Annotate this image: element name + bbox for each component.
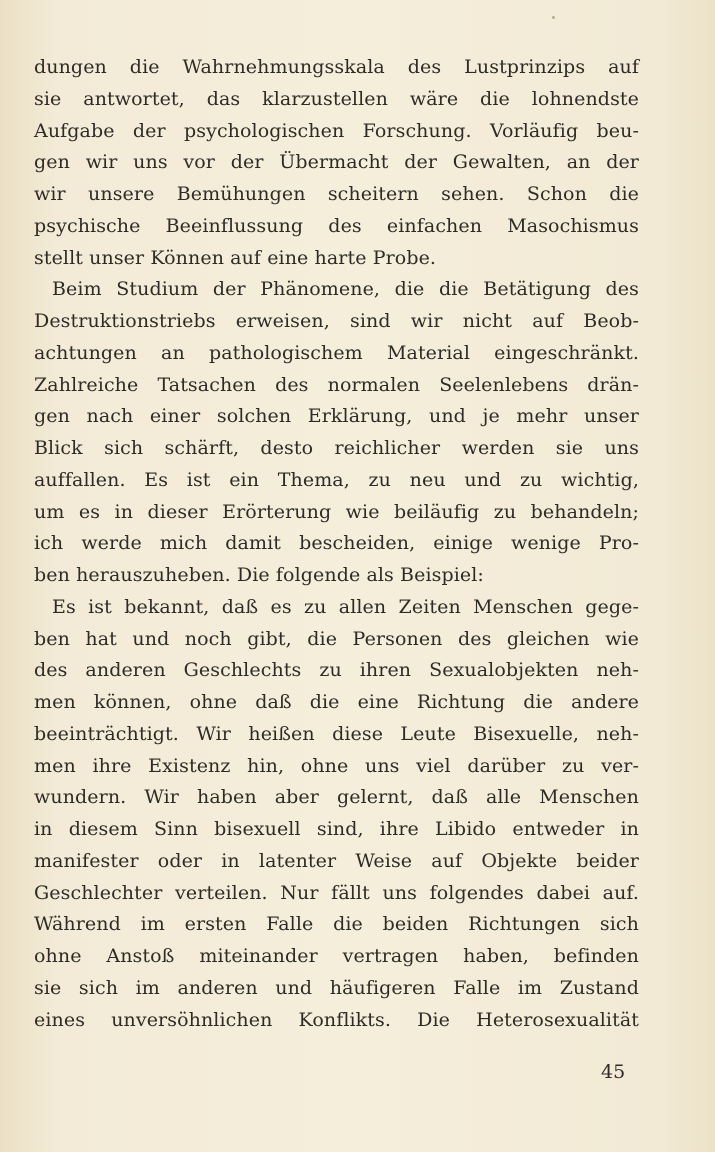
text-line: ben hat und noch gibt, die Personen des gleichen wie (34, 627, 639, 650)
text-line: men ihre Existenz hin, ohne uns viel darüber zu ver- (34, 754, 639, 777)
text-line: Blick sich schärft, desto reichlicher werden sie uns (34, 437, 639, 459)
text-line: wir unsere Bemühungen scheitern sehen. Schon die (34, 183, 639, 205)
text-line: Zahlreiche Tatsachen des normalen Seelenlebens drän- (34, 373, 639, 396)
text-line: men können, ohne daß die eine Richtung die andere (34, 691, 639, 713)
text-line: gen wir uns vor der Übermacht der Gewalten, an der (34, 151, 639, 174)
text-line: sie sich im anderen und häufigeren Falle im Zustand (34, 976, 639, 999)
text-line: achtungen an pathologischem Material eingeschränkt. (34, 341, 639, 364)
page-number: 45 (601, 1061, 626, 1083)
text-line: wundern. Wir haben aber gelernt, daß alle Menschen (34, 786, 639, 809)
text-line: eines unversöhnlichen Konflikts. Die Heterosexualität (34, 1008, 639, 1031)
text-line: ben herauszuheben. Die folgende als Beispiel: (34, 564, 484, 586)
text-line: manifester oder in latenter Weise auf Objekte beider (34, 849, 639, 872)
text-line: Aufgabe der psychologischen Forschung. Vorläufig beu- (34, 119, 639, 142)
book-page-text (34, 52, 639, 1036)
text-line: dungen die Wahrnehmungsskala des Lustprinzips auf (34, 56, 639, 78)
text-line: Destruktionstriebs erweisen, sind wir nicht auf Beob- (34, 310, 639, 332)
text-line: stellt unser Können auf eine harte Probe. (34, 246, 437, 269)
text-line: des anderen Geschlechts zu ihren Sexualobjekten neh- (34, 659, 639, 682)
text-line: auffallen. Es ist ein Thema, zu neu und zu wichtig, (34, 468, 639, 491)
paper-speck (552, 16, 555, 19)
text-line: Beim Studium der Phänomene, die die Betätigung des (52, 278, 639, 301)
text-line: Während im ersten Falle die beiden Richtungen sich (34, 913, 639, 936)
text-line: gen nach einer solchen Erklärung, und je mehr unser (34, 405, 639, 428)
text-line: beeinträchtigt. Wir heißen diese Leute Bisexuelle, neh- (34, 722, 639, 745)
text-line: ich werde mich damit bescheiden, einige wenige Pro- (34, 532, 639, 555)
text-line: ohne Anstoß miteinander vertragen haben, befinden (34, 945, 639, 967)
text-line: Geschlechter verteilen. Nur fällt uns folgendes dabei auf. (34, 881, 639, 904)
text-line: Es ist bekannt, daß es zu allen Zeiten Menschen gege- (52, 595, 639, 618)
text-line: psychische Beeinflussung des einfachen Masochismus (34, 214, 639, 237)
text-line: in diesem Sinn bisexuell sind, ihre Libido entweder in (34, 818, 639, 840)
text-line: sie antwortet, das klarzustellen wäre die lohnendste (34, 87, 639, 110)
text-line: um es in dieser Erörterung wie beiläufig zu behandeln; (34, 500, 639, 523)
